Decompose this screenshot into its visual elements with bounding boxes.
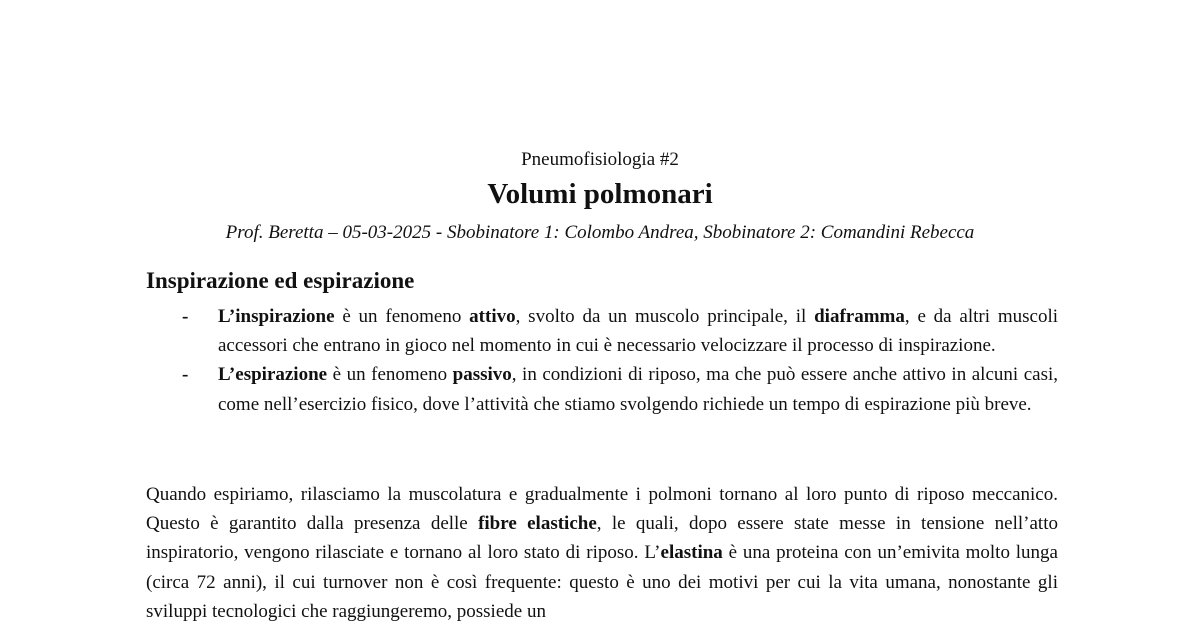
- bullet-text: è un fenomeno: [334, 306, 470, 327]
- bold-term: passivo: [452, 364, 512, 386]
- bold-term: attivo: [469, 306, 516, 327]
- bold-prefix: L’: [218, 364, 236, 386]
- bold-term: diaframma: [814, 306, 905, 327]
- bullet-text: è un fenomeno: [327, 364, 453, 386]
- bullet-inspirazione: [146, 302, 1058, 360]
- bold-term: fibre elastiche: [478, 513, 597, 535]
- bullet-marker: -: [182, 306, 189, 327]
- section-heading: Inspirazione ed espirazione: [146, 268, 415, 293]
- paragraph-text: , le quali, dopo essere state messe in tensione nell’atto inspiratorio, vengono rilasciate e tornano al loro stato di riposo. L’: [146, 513, 1058, 564]
- bullet-text: , in condizioni di riposo, ma che può essere anche attivo in alcuni casi, come nell’esercizio fisico, dove l’attività che stiamo svolgendo richiede un tempo di espirazione più breve.: [218, 364, 1058, 415]
- paragraph-text: è una proteina con un’emivita molto lunga (circa 72 anni), il cui turnover non è così frequente: questo è uno dei motivi per cui la vita umana, nonostante gli sviluppi tecnologici che raggiungeremo, possiede un: [146, 542, 1058, 622]
- bold-term: espirazione: [235, 364, 328, 386]
- bullet-text: , e da altri muscoli accessori che entrano in gioco nel momento in cui è necessario velocizzare il processo di inspirazione.: [218, 306, 1059, 357]
- bold-term: elastina: [660, 542, 723, 564]
- document-title: Volumi polmonari: [487, 178, 713, 210]
- bullet-marker: -: [182, 364, 189, 386]
- bullet-list: [146, 302, 1058, 419]
- bullet-espirazione: [146, 360, 1058, 418]
- bold-term: inspirazione: [235, 306, 335, 327]
- paragraph-text: Quando espiriamo, rilasciamo la muscolatura e gradualmente i polmoni tornano al loro punto di riposo meccanico. Questo è garantito dalla presenza delle: [146, 484, 1058, 535]
- course-label: Pneumofisiologia #2: [521, 149, 679, 170]
- body-paragraph: [146, 480, 1058, 626]
- lecture-meta: Prof. Beretta – 05-03-2025 - Sbobinatore 1: Colombo Andrea, Sbobinatore 2: Comandini Rebecca: [225, 222, 975, 243]
- bold-prefix: L’: [218, 306, 236, 327]
- bullet-text: , svolto da un muscolo principale, il: [515, 306, 815, 327]
